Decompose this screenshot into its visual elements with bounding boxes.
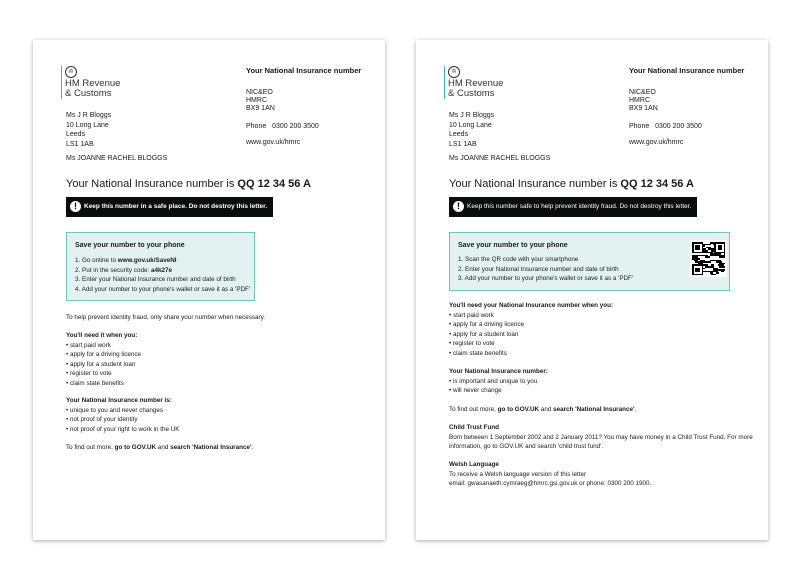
hmrc-logo bbox=[61, 66, 120, 99]
list-item: • is important and unique to you bbox=[449, 377, 538, 385]
warning-banner: ! Keep this number in a safe place. Do not destroy this letter. bbox=[66, 197, 273, 217]
logo-text: & Customs bbox=[448, 88, 495, 99]
office-address: NIC&EO HMRC BX9 1AN bbox=[629, 89, 658, 112]
find-out-more: To find out more, go to GOV.UK and search 'National Insurance'. bbox=[66, 444, 254, 451]
find-out-more: To find out more, go to GOV.UK and search 'National Insurance'. bbox=[449, 406, 637, 413]
welsh-language: Welsh Language To receive a Welsh language version of this letter email: gwasanaeth.cymraeg@hmrc.gsi.gov.uk or phone: 0300 200 1900. bbox=[449, 461, 652, 487]
letter-page-old bbox=[33, 40, 385, 540]
header-title: Your National Insurance number bbox=[629, 66, 745, 75]
list-item: • not proof of your identity bbox=[66, 416, 138, 423]
warning-banner: ! Keep this number safe to help prevent identity fraud. Do not destroy this letter. bbox=[449, 197, 697, 217]
list-item: • unique to you and never changes bbox=[66, 406, 164, 414]
need-list: You'll need your National Insurance number when you: • start paid work • apply for a driving licence • apply for a student loan • register to vote • claim state benefits bbox=[449, 302, 614, 357]
list-item: • start paid work bbox=[449, 311, 494, 319]
box-steps: 1. Scan the QR code with your smartphone 2. Enter your National Insurance number and date of birth 3. Add your number to your phone's wallet or save it as a 'PDF' bbox=[458, 256, 634, 282]
box-title: Save your number to your phone bbox=[458, 242, 568, 249]
page-heading: Your National Insurance number is QQ 12 34 56 A bbox=[66, 178, 312, 190]
full-name: Ms JOANNE RACHEL BLOGGS bbox=[449, 155, 551, 162]
recipient-address: Ms J R Bloggs 10 Long Lane Leeds LS1 1AB bbox=[66, 112, 112, 148]
need-list: You'll need it when you: • start paid work • apply for a driving licence • apply for a student loan • register to vote • claim state benefits bbox=[66, 332, 142, 387]
gov-uk-link[interactable]: go to GOV.UK bbox=[497, 406, 540, 413]
list-item: • not proof of your right to work in the UK bbox=[66, 425, 180, 433]
logo-text: HM Revenue bbox=[65, 78, 121, 89]
list-item: • register to vote bbox=[66, 370, 112, 377]
letter-page-new bbox=[416, 40, 768, 540]
list-item: • register to vote bbox=[449, 340, 495, 347]
list-item: • apply for a driving licence bbox=[66, 351, 142, 358]
header-title: Your National Insurance number bbox=[246, 66, 362, 75]
crown-crest-icon: ♔ bbox=[65, 66, 77, 78]
save-to-phone-box bbox=[449, 232, 730, 291]
logo-text: & Customs bbox=[65, 88, 112, 99]
save-to-phone-box bbox=[66, 232, 255, 301]
hmrc-logo bbox=[444, 66, 503, 99]
logo-text: HM Revenue bbox=[448, 78, 504, 89]
list-item: • claim state benefits bbox=[66, 379, 124, 387]
is-list: Your National Insurance number: • is important and unique to you • will never change bbox=[449, 368, 548, 394]
list-item: • claim state benefits bbox=[449, 349, 507, 357]
office-address: NIC&EO HMRC BX9 1AN bbox=[246, 89, 275, 112]
list-item: • will never change bbox=[449, 387, 502, 394]
recipient-address: Ms J R Bloggs 10 Long Lane Leeds LS1 1AB bbox=[449, 112, 495, 148]
phone: Phone 0300 200 3500 bbox=[246, 123, 319, 130]
page-heading: Your National Insurance number is QQ 12 34 56 A bbox=[449, 178, 695, 190]
list-item: • apply for a student loan bbox=[66, 360, 136, 368]
qr-code[interactable] bbox=[690, 240, 727, 277]
gov-uk-link[interactable]: go to GOV.UK bbox=[114, 444, 157, 451]
box-title: Save your number to your phone bbox=[75, 242, 185, 249]
website-link[interactable]: www.gov.uk/hmrc bbox=[629, 139, 684, 146]
list-item: • apply for a student loan bbox=[449, 330, 519, 338]
exclamation-icon: ! bbox=[70, 201, 81, 212]
is-list: Your National Insurance number is: • unique to you and never changes • not proof of your identity • not proof of your right to work in the UK bbox=[66, 397, 180, 433]
box-steps: 1. Go online to www.gov.uk/SaveNI 2. Put in the security code: a4k27e 3. Enter your National Insurance number and date of birth 4. Add your number to your phone's wallet or save it as a 'PDF' bbox=[75, 257, 251, 293]
full-name: Ms JOANNE RACHEL BLOGGS bbox=[66, 155, 168, 162]
website-link[interactable]: www.gov.uk/hmrc bbox=[246, 139, 301, 146]
list-item: • start paid work bbox=[66, 341, 111, 349]
crown-crest-icon: ♔ bbox=[448, 66, 460, 78]
list-item: • apply for a driving licence bbox=[449, 321, 525, 328]
child-trust-fund: Child Trust Fund Born between 1 September 2002 and 2 January 2011? You may have money in a Child Trust Fund. For more information, go to GOV.UK and search 'child trust fund'. bbox=[449, 424, 753, 450]
savenil-link[interactable]: www.gov.uk/SaveNI bbox=[117, 257, 177, 264]
phone: Phone 0300 200 3500 bbox=[629, 123, 702, 130]
exclamation-icon: ! bbox=[453, 201, 464, 212]
intro-text: To help prevent identity fraud, only share your number when necessary. bbox=[66, 314, 266, 321]
